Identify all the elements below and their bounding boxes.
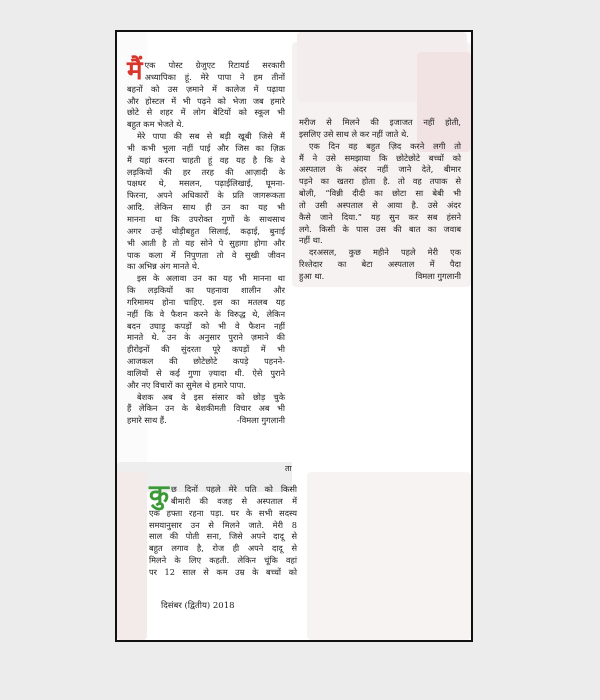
text-line: मानते थे. उन के अनुसार पुराने ज़माने की bbox=[127, 332, 285, 343]
author-signature: -विमला गुगलानी bbox=[236, 415, 285, 426]
article-hospital-anecdote bbox=[299, 117, 461, 283]
text-line: मैं यहां करना चाहती हूं वह यह है कि वे bbox=[127, 154, 285, 165]
text-line: मरीज से मिलने की इजाजत नहीं होती, bbox=[299, 117, 461, 127]
text-line: रिश्तेदार का बेटा अस्पताल में पैदा bbox=[299, 259, 461, 270]
text-line: छोटे से शहर में लोग बेटियों को स्कूल भी bbox=[127, 107, 285, 118]
article-father-memoir bbox=[127, 56, 285, 427]
text-line: और नए विचारों का सुमेल थे हमारे पापा. bbox=[127, 379, 246, 390]
text-line: समयानुसार उन से मिलने जाते. मेरी 8 bbox=[149, 519, 297, 530]
text-line: आदि. लेकिन साथ ही उन का यह भी bbox=[127, 202, 285, 213]
text-line: साल की पोती सना, जिसे अपने दादू से bbox=[149, 531, 297, 542]
stray-fragment: ता bbox=[285, 464, 292, 473]
text-line: का अभिन्न अंग मानते थे. bbox=[127, 261, 200, 272]
text-line: भी कभी भुला नहीं पाई और जिस का ज़िक्र bbox=[127, 142, 285, 153]
text-line: नहीं कि वे फैशन करने के विरुद्ध थे, लेकिन bbox=[127, 308, 285, 319]
text-line: बीमारी की वजह से अस्पताल में bbox=[170, 495, 297, 506]
text-line: बेशक अब वे इस संसार को छोड़ चुके bbox=[137, 391, 285, 402]
issue-date: दिसंबर (द्वितीय) 2018 bbox=[161, 601, 235, 611]
text-line: एक पोस्ट ग्रेजुएट रिटायर्ड सरकारी bbox=[144, 60, 285, 70]
text-line: एक हफ्ता रहना पड़ा. घर के सभी सदस्य bbox=[149, 507, 297, 518]
text-line: लगे. किसी के पास उस की बात का जवाब bbox=[299, 223, 461, 234]
magazine-clipping bbox=[115, 30, 473, 642]
text-line: हमारे साथ हैं. bbox=[127, 415, 167, 426]
text-line: मैं ने उसे समझाया कि छोटेछोटे बच्चों को bbox=[299, 152, 461, 163]
text-line: दरअसल, कुछ महीने पहले मेरी एक bbox=[309, 247, 461, 258]
article-hospital-visit bbox=[149, 480, 297, 579]
text-line: बहुत कम भेजते थे. bbox=[127, 119, 185, 130]
text-line: बहुत लगाव है, रोज ही अपने दादू से bbox=[149, 543, 297, 554]
text-line: इसलिए उसे साथ ले कर नहीं जाते थे. bbox=[299, 128, 409, 139]
text-line: मिलने के लिए कहती. लेकिन चूंकि वहां bbox=[149, 555, 297, 566]
text-line: बहनों को उस ज़माने में कालेज में पढ़ाया bbox=[127, 83, 285, 94]
dropcap-letter: मैं bbox=[127, 56, 143, 86]
text-line: पक्षधर थे, मसलन, पढ़ाईलिखाई, घूमना- bbox=[127, 178, 285, 189]
text-line: फिरना, अपने अधिकारों के प्रति जागरूकता bbox=[127, 190, 285, 201]
author-signature: विमला गुगलानी bbox=[415, 270, 461, 281]
text-line: मेरे पापा की सब से बड़ी खूबी जिसे मैं bbox=[137, 131, 285, 142]
text-line: गरिमामय होना चाहिए. इस का मतलब यह bbox=[127, 296, 285, 307]
text-line: हीरोइनों की सुंदरता पूरे कपड़ों में भी bbox=[127, 344, 285, 355]
text-line: तो उसी अस्पताल से आया है. उसे अंदर bbox=[299, 199, 461, 210]
text-line: कि लड़कियों का पहनावा शालीन और bbox=[127, 285, 285, 296]
text-line: पर 12 साल से कम उम्र के बच्चों को bbox=[149, 566, 297, 577]
text-line: भी आती है तो यह सोने पे सुहागा होगा और bbox=[127, 237, 285, 248]
text-line: अगर उन्हें थोड़ीबहुत सिलाई, कढ़ाई, बुनाई bbox=[127, 225, 285, 236]
text-line: बदन उघाड़ू कपड़ों को भी वे फैशन नहीं bbox=[127, 320, 285, 331]
text-line: और होस्टल में भी पढ़ने को भेजा जब हमारे bbox=[127, 95, 285, 106]
text-line: हुआ था. bbox=[299, 270, 325, 281]
text-line: छ दिनों पहले मेरे पति को किसी bbox=[170, 484, 297, 494]
text-line: लड़कियों की हर तरह की आज़ादी के bbox=[127, 166, 285, 177]
text-line: नहीं था. bbox=[299, 235, 323, 246]
text-line: आजकल की छोटेछोटे कपड़े पहनने- bbox=[127, 356, 285, 367]
text-line: पड़ने का खतरा होता है. तो वह तपाक से bbox=[299, 176, 461, 187]
text-line: मानना था कि उपरोक्त गुणों के साथसाथ bbox=[127, 213, 285, 224]
text-line: अध्यापिका हूं. मेरे पापा ने हम तीनों bbox=[144, 71, 285, 82]
text-line: कैसे जाने दिया.” यह सुन कर सब हंसने bbox=[299, 211, 461, 222]
text-line: पाक कला में निपुणता तो वे सुखी जीवन bbox=[127, 249, 285, 260]
text-line: एक दिन वह बहुत ज़िद करने लगी तो bbox=[309, 140, 461, 151]
text-line: अस्पताल के अंदर नहीं जाने देते, बीमार bbox=[299, 164, 461, 175]
text-line: वालियों से कई गुणा ज़्यादा थी. ऐसे पुराने bbox=[127, 367, 285, 378]
dropcap-letter: कु bbox=[149, 480, 169, 510]
text-line: इस के अलावा उन का यह भी मानना था bbox=[137, 273, 285, 284]
text-line: हैं लेकिन उन के बेशकीमती विचार अब भी bbox=[127, 403, 285, 414]
text-line: बोली, “विन्नी दीदी का छोटा सा बेबी भी bbox=[299, 188, 461, 199]
